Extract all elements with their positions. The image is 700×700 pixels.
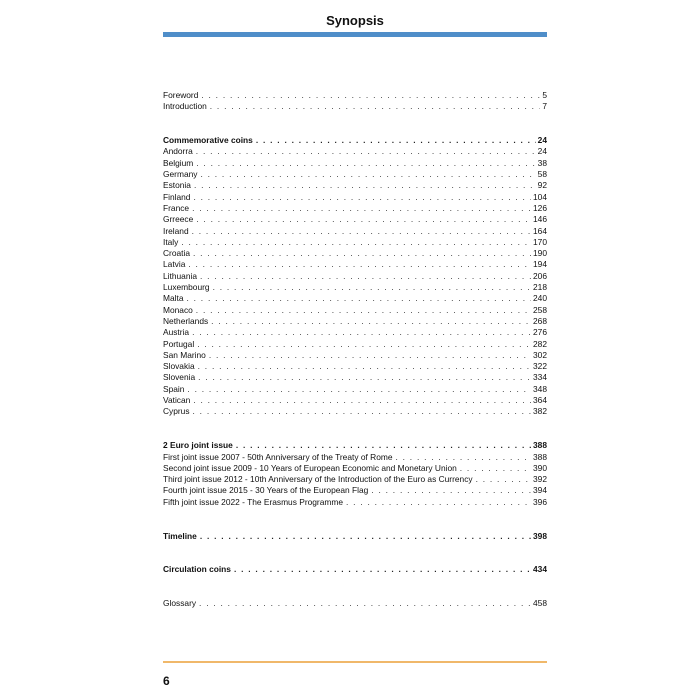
toc-entry-title: Glossary — [163, 598, 197, 609]
toc-leader-dots — [193, 158, 535, 169]
toc-heading-commemorative-coins[interactable] — [163, 135, 547, 146]
toc-leader-dots — [195, 372, 531, 383]
toc-leader-dots — [457, 463, 531, 474]
toc-entry[interactable] — [163, 406, 547, 417]
toc-leader-dots — [194, 339, 531, 350]
toc-entry[interactable] — [163, 474, 547, 485]
toc-entry-title: Fifth joint issue 2022 - The Erasmus Programme — [163, 496, 343, 507]
toc-entry-page: 92 — [537, 180, 547, 191]
toc-leader-dots — [191, 180, 536, 191]
toc-entry-title: Fourth joint issue 2015 - 30 Years of the European Flag — [163, 485, 369, 496]
toc-heading-page: 398 — [533, 530, 547, 541]
toc-leader-dots — [197, 271, 531, 282]
toc-entry[interactable] — [163, 395, 547, 406]
toc-entry-title: Slovakia — [163, 361, 195, 372]
toc-leader-dots — [190, 406, 531, 417]
toc-entry-title: Portugal — [163, 338, 195, 349]
toc-entry-title: Ireland — [163, 225, 189, 236]
toc-entry-title: Andorra — [163, 146, 193, 157]
toc-front-section — [163, 90, 547, 113]
toc-entry-title: Latvia — [163, 259, 186, 270]
toc-entry-page: 322 — [533, 361, 547, 372]
toc-leader-dots — [196, 598, 531, 609]
toc-entry-page: 194 — [533, 259, 547, 270]
toc-entry-page: 170 — [533, 236, 547, 247]
toc-entry-page: 458 — [533, 598, 547, 609]
toc-entry-title: Luxembourg — [163, 282, 210, 293]
toc-entry-title: France — [163, 202, 190, 213]
toc-leader-dots — [253, 135, 536, 146]
toc-entry-glossary[interactable] — [163, 598, 547, 609]
toc-leader-dots — [183, 293, 531, 304]
toc-entry-page: 302 — [533, 349, 547, 360]
toc-entry-title: Third joint issue 2012 - 10th Anniversary of the Introduction of the Euro as Currency — [163, 474, 473, 485]
toc-entry[interactable] — [163, 361, 547, 372]
toc-commemorative-list — [163, 146, 547, 417]
toc-entry[interactable] — [163, 305, 547, 316]
toc-heading-title: Commemorative coins — [163, 135, 253, 146]
toc-entry-page: 218 — [533, 282, 547, 293]
toc-entry-page: 396 — [533, 496, 547, 507]
toc-entry-title: Finland — [163, 191, 191, 202]
toc-entry[interactable] — [163, 169, 547, 180]
toc-entry-title: Austria — [163, 327, 190, 338]
toc-leader-dots — [193, 214, 531, 225]
toc-entry-page: 392 — [533, 474, 547, 485]
toc-leader-dots — [206, 350, 531, 361]
toc-entry-page: 390 — [533, 462, 547, 473]
toc-entry[interactable] — [163, 316, 547, 327]
toc-entry[interactable] — [163, 350, 547, 361]
toc-entry-page: 126 — [533, 202, 547, 213]
toc-entry[interactable] — [163, 259, 547, 270]
toc-entry[interactable] — [163, 452, 547, 463]
toc-entry-title: Germany — [163, 169, 198, 180]
toc-heading-page: 24 — [537, 135, 547, 146]
toc-heading-timeline[interactable] — [163, 531, 547, 542]
toc-entry[interactable] — [163, 372, 547, 383]
toc-entry[interactable] — [163, 226, 547, 237]
toc-entry-title: Spain — [163, 383, 185, 394]
toc-entry-title: Introduction — [163, 101, 207, 112]
toc-heading-title: 2 Euro joint issue — [163, 440, 233, 451]
toc-commemorative-section — [163, 135, 547, 417]
toc-leader-dots — [193, 146, 536, 157]
toc-entry[interactable] — [163, 293, 547, 304]
table-of-contents — [163, 90, 547, 610]
toc-entry-page: 276 — [533, 327, 547, 338]
toc-entry-page: 190 — [533, 248, 547, 259]
toc-leader-dots — [197, 531, 531, 542]
toc-entry-page: 348 — [533, 383, 547, 394]
toc-entry[interactable] — [163, 237, 547, 248]
toc-joint-issue-list — [163, 452, 547, 508]
toc-entry-page: 382 — [533, 406, 547, 417]
toc-entry-page: 282 — [533, 338, 547, 349]
toc-entry-page: 58 — [537, 169, 547, 180]
toc-leader-dots — [208, 316, 531, 327]
toc-leader-dots — [231, 564, 531, 575]
toc-leader-dots — [393, 452, 532, 463]
toc-entry-title: Cyprus — [163, 406, 190, 417]
toc-entry-page: 38 — [537, 157, 547, 168]
toc-entry-title: Grreece — [163, 214, 194, 225]
toc-entry-title: Lithuania — [163, 270, 197, 281]
toc-heading-joint-issue[interactable] — [163, 440, 547, 451]
toc-heading-circulation-coins[interactable] — [163, 564, 547, 575]
toc-entry-page: 7 — [542, 101, 547, 112]
toc-entry[interactable] — [163, 146, 547, 157]
toc-entry-title: Vatican — [163, 395, 191, 406]
footer-rule — [163, 661, 547, 663]
toc-entry[interactable] — [163, 180, 547, 191]
toc-leader-dots — [189, 203, 531, 214]
toc-entry-title: Malta — [163, 293, 184, 304]
toc-leader-dots — [190, 248, 531, 259]
toc-entry-page: 268 — [533, 315, 547, 326]
toc-entry-page: 146 — [533, 214, 547, 225]
toc-heading-title: Circulation coins — [163, 564, 231, 575]
toc-entry-title: Estonia — [163, 180, 191, 191]
toc-entry[interactable] — [163, 282, 547, 293]
toc-entry-title: Belgium — [163, 157, 194, 168]
toc-entry-page: 24 — [537, 146, 547, 157]
toc-leader-dots — [233, 440, 531, 451]
toc-entry-title: Netherlands — [163, 315, 209, 326]
toc-entry[interactable] — [163, 214, 547, 225]
toc-entry-title: Slovenia — [163, 372, 196, 383]
page-title: Synopsis — [326, 13, 384, 28]
toc-entry[interactable] — [163, 203, 547, 214]
toc-leader-dots — [184, 384, 531, 395]
toc-entry[interactable] — [163, 158, 547, 169]
toc-entry[interactable] — [163, 463, 547, 474]
toc-entry[interactable] — [163, 327, 547, 338]
toc-entry[interactable] — [163, 497, 547, 508]
toc-entry[interactable] — [163, 271, 547, 282]
toc-leader-dots — [189, 327, 531, 338]
toc-leader-dots — [178, 237, 531, 248]
toc-leader-dots — [197, 169, 535, 180]
toc-entry[interactable] — [163, 339, 547, 350]
page-number: 6 — [163, 674, 170, 688]
toc-entry-introduction[interactable] — [163, 101, 547, 112]
toc-leader-dots — [185, 259, 531, 270]
toc-leader-dots — [189, 226, 531, 237]
toc-entry-page: 334 — [533, 372, 547, 383]
toc-joint-issue-section — [163, 440, 547, 508]
toc-heading-page: 388 — [533, 440, 547, 451]
toc-leader-dots — [368, 485, 531, 496]
toc-leader-dots — [195, 361, 531, 372]
toc-entry-title: Italy — [163, 236, 179, 247]
toc-entry-page: 394 — [533, 485, 547, 496]
header-rule — [163, 32, 547, 37]
toc-entry[interactable] — [163, 192, 547, 203]
toc-entry-title: Foreword — [163, 90, 199, 100]
toc-heading-title: Timeline — [163, 530, 197, 541]
toc-entry-title: San Marino — [163, 349, 206, 360]
toc-leader-dots — [190, 395, 531, 406]
toc-entry-page: 206 — [533, 270, 547, 281]
toc-leader-dots — [210, 282, 531, 293]
toc-entry-title: Monaco — [163, 304, 193, 315]
toc-leader-dots — [207, 101, 541, 112]
toc-leader-dots — [193, 305, 531, 316]
toc-entry-page: 164 — [533, 225, 547, 236]
toc-entry-title: Croatia — [163, 248, 190, 259]
toc-leader-dots — [198, 90, 540, 101]
toc-entry-page: 240 — [533, 293, 547, 304]
toc-leader-dots — [190, 192, 531, 203]
toc-entry-page: 388 — [533, 451, 547, 462]
toc-entry[interactable] — [163, 384, 547, 395]
toc-entry-page: 364 — [533, 395, 547, 406]
toc-leader-dots — [343, 497, 531, 508]
toc-entry[interactable] — [163, 248, 547, 259]
toc-entry-page: 104 — [533, 191, 547, 202]
toc-entry-page: 5 — [542, 90, 547, 100]
toc-entry-foreword[interactable] — [163, 90, 547, 101]
toc-entry-title: First joint issue 2007 - 50th Anniversary of the Treaty of Rome — [163, 451, 393, 462]
toc-entry[interactable] — [163, 485, 547, 496]
toc-leader-dots — [473, 474, 531, 485]
toc-entry-page: 258 — [533, 304, 547, 315]
toc-entry-title: Second joint issue 2009 - 10 Years of European Economic and Monetary Union — [163, 462, 457, 473]
toc-heading-page: 434 — [533, 564, 547, 575]
